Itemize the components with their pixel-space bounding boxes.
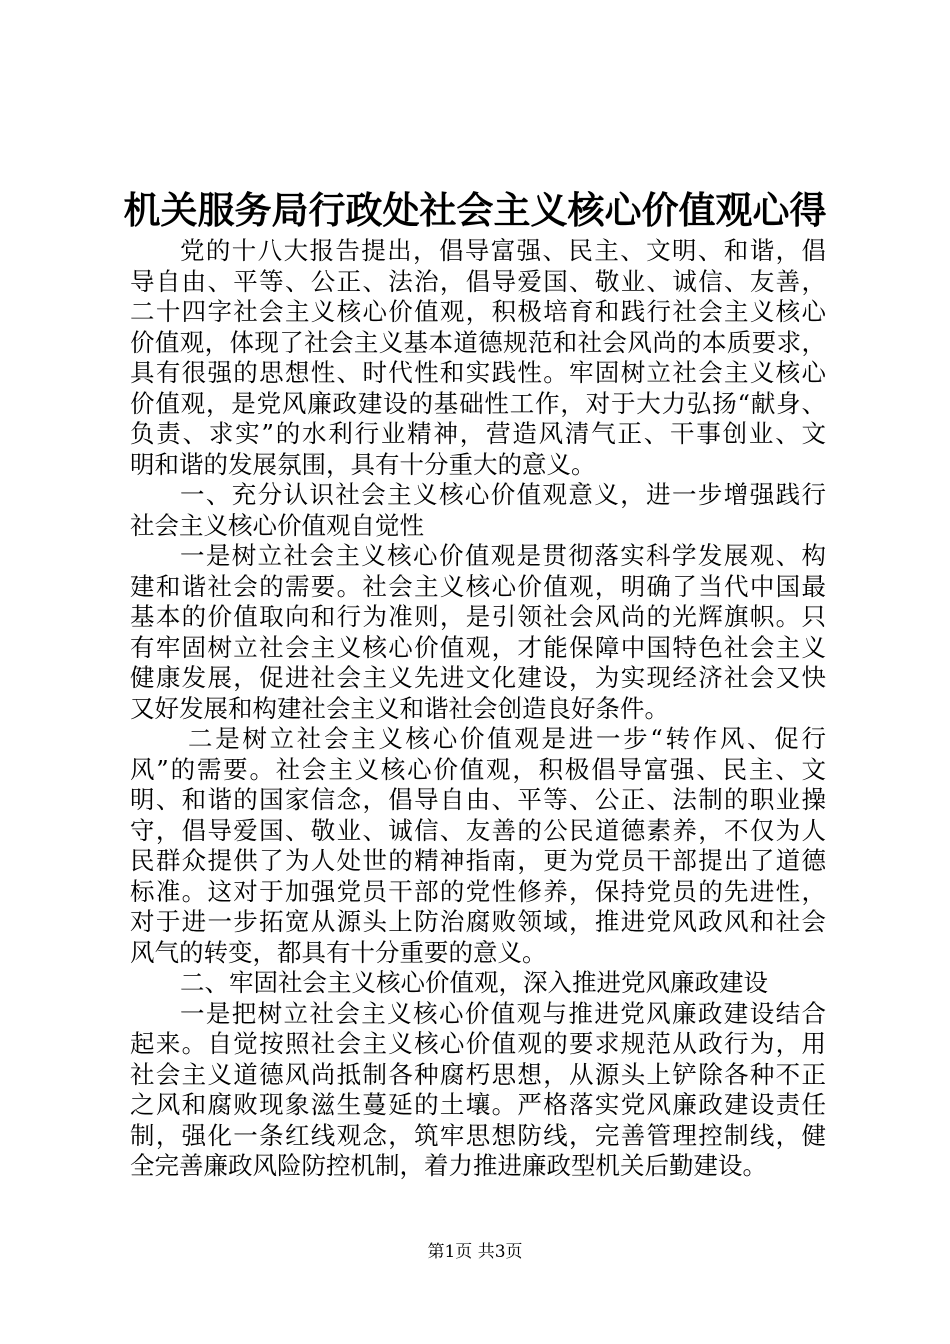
text-line: 守，倡导爱国、敬业、诚信、友善的公民道德素养，不仅为人 [130,815,826,845]
text-line: 社会主义核心价值观自觉性 [130,510,424,540]
text-line: 导自由、平等、公正、法治，倡导爱国、敬业、诚信、友善， [130,266,826,296]
text-line: 又好发展和构建社会主义和谐社会创造良好条件。 [130,693,669,723]
text-line: 起来。自觉按照社会主义核心价值观的要求规范从政行为，用 [130,1029,826,1058]
text-line: 明、和谐的国家信念，倡导自由、平等、公正、法制的职业操 [130,785,826,814]
text-line: 风”的需要。社会主义核心价值观，积极倡导富强、民主、文 [130,754,826,784]
text-line: 价值观，是党风廉政建设的基础性工作，对于大力弘扬“献身、 [130,388,826,418]
text-line: 社会主义道德风尚抵制各种腐朽思想，从源头上铲除各种不正 [130,1059,826,1089]
text-line: 健康发展，促进社会主义先进文化建设，为实现经济社会又快 [130,663,826,692]
page-footer: 第1页 共3页 [427,1242,523,1262]
text-line: 有牢固树立社会主义核心价值观，才能保障中国特色社会主义 [130,632,826,662]
document-title: 机关服务局行政处社会主义核心价值观心得 [123,188,827,232]
text-line: 一是把树立社会主义核心价值观与推进党风廉政建设结合 [180,998,826,1028]
text-line: 民群众提供了为人处世的精神指南，更为党员干部提出了道德 [130,846,826,875]
text-line: 对于进一步拓宽从源头上防治腐败领域，推进党风政风和社会 [130,907,826,936]
text-line: 党的十八大报告提出，倡导富强、民主、文明、和谐，倡 [180,236,826,265]
text-line: 负责、求实”的水利行业精神，营造风清气正、干事创业、文 [130,419,826,448]
text-line: 标准。这对于加强党员干部的党性修养，保持党员的先进性， [130,876,826,906]
text-line: 之风和腐败现象滋生蔓延的土壤。严格落实党风廉政建设责任 [130,1090,826,1119]
text-line: 二是树立社会主义核心价值观是进一步“转作风、促行 [188,724,826,753]
text-line: 全完善廉政风险防控机制，着力推进廉政型机关后勤建设。 [130,1151,767,1180]
text-line: 基本的价值取向和行为准则，是引领社会风尚的光辉旗帜。只 [130,602,826,631]
text-line: 风气的转变，都具有十分重要的意义。 [130,937,547,967]
text-line: 制，强化一条红线观念，筑牢思想防线，完善管理控制线，健 [130,1120,826,1150]
text-line: 价值观，体现了社会主义基本道德规范和社会风尚的本质要求， [130,327,826,357]
text-line: 二、牢固社会主义核心价值观，深入推进党风廉政建设 [180,968,768,997]
document-body [130,236,826,1182]
text-line: 二十四字社会主义核心价值观，积极培育和践行社会主义核心 [130,297,826,326]
text-line: 明和谐的发展氛围，具有十分重大的意义。 [130,449,596,479]
text-line: 具有很强的思想性、时代性和实践性。牢固树立社会主义核心 [130,358,826,387]
text-line: 建和谐社会的需要。社会主义核心价值观，明确了当代中国最 [130,571,826,601]
text-line: 一、充分认识社会主义核心价值观意义，进一步增强践行 [180,480,826,509]
text-line: 一是树立社会主义核心价值观是贯彻落实科学发展观、构 [180,541,826,570]
